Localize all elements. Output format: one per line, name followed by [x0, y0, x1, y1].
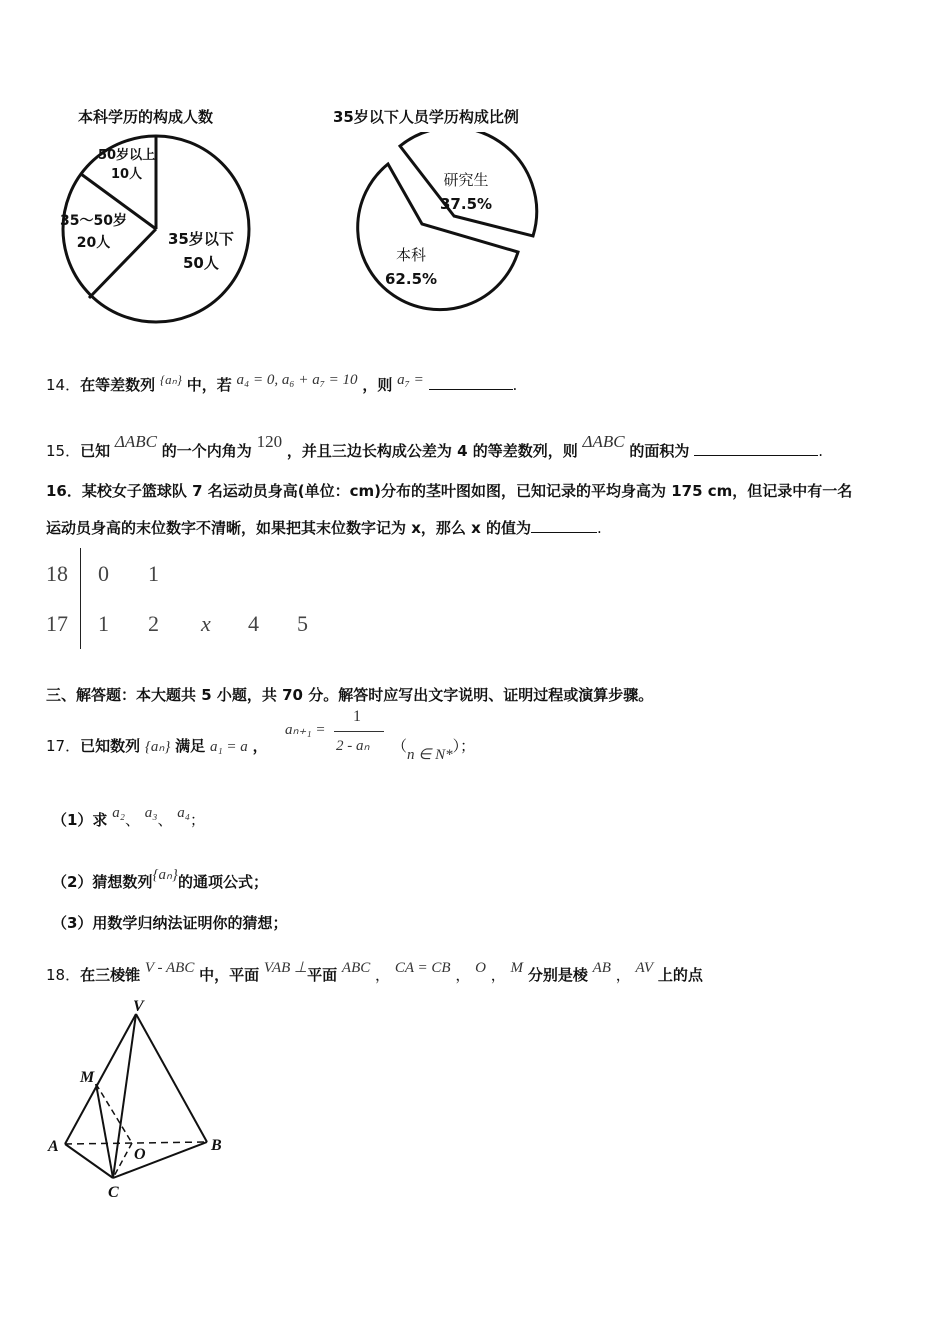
chart2-pie	[350, 132, 550, 327]
q16-line2: 运动员身高的末位数字不清晰，如果把其末位数字记为 x，那么 x 的值为	[46, 519, 532, 537]
q17-sep2: 、	[157, 811, 173, 829]
q18-text1: 在三棱锥	[80, 966, 141, 984]
chart1-label-35to50-count: 20人	[76, 235, 111, 251]
leaf-17-1: 2	[148, 611, 159, 636]
chart2-label-graduate-pct: 37.5%	[440, 195, 493, 213]
question-15	[46, 432, 823, 461]
leaf-17-x: x	[201, 611, 211, 636]
q14-text1: 在等差数列	[80, 376, 156, 394]
chart2-label-graduate	[440, 168, 492, 216]
q17-part2-label: （2）猜想数列	[52, 873, 153, 891]
q17-text3: ，	[252, 737, 268, 755]
q18-point-o: O	[475, 960, 486, 976]
q17-part1-label: （1）求	[52, 811, 108, 829]
q14-seq: {aₙ}	[159, 372, 182, 387]
chart2-label-graduate-name: 研究生	[443, 171, 489, 189]
q17-numerator: 1	[353, 708, 361, 725]
q14-text3: ，则	[362, 376, 393, 394]
label-v: V	[133, 998, 144, 1015]
q18-plane2: ABC	[341, 960, 371, 976]
q17-paren-close: ）；	[452, 737, 476, 755]
leaf-17-0: 1	[98, 611, 109, 636]
stem-divider	[80, 548, 81, 649]
chart2-title: 35岁以下人员学历构成比例	[333, 108, 519, 126]
q15-triangle2: ΔABC	[582, 432, 625, 451]
q17-paren-open: （	[392, 737, 408, 755]
q17-part2-end: 的通项公式；	[177, 873, 268, 891]
q17-part1-end: ；	[189, 811, 205, 829]
q14-end: .	[512, 376, 518, 394]
chart1-label-50plus-count: 10人	[111, 167, 143, 182]
q17-a3: a₃	[144, 805, 158, 821]
q18-text4: ，	[375, 966, 391, 984]
question-14	[46, 372, 517, 395]
q16-answer-blank	[531, 518, 597, 533]
q18-edge-av: AV	[635, 960, 654, 976]
q18-number: 18．	[46, 966, 81, 984]
question-17	[46, 735, 268, 756]
label-b: B	[211, 1137, 222, 1154]
leaf-18-1: 1	[148, 561, 159, 586]
q15-answer-blank	[694, 441, 818, 456]
q15-triangle1: ΔABC	[114, 432, 157, 451]
q18-text5: ，	[455, 966, 471, 984]
chart1-label-35to50	[60, 210, 127, 254]
q16-line1: 16．某校女子篮球队 7 名运动员身高(单位：cm)分布的茎叶图如图，已知记录的平均身高为 175 cm，但记录中有一名	[46, 482, 853, 500]
q17-lhs: aₙ₊₁ =	[285, 722, 326, 738]
chart1-label-50plus	[98, 146, 155, 184]
stem-18: 18	[46, 561, 68, 586]
label-a: A	[48, 1138, 59, 1155]
q15-angle: 120	[256, 432, 283, 451]
q16-end: .	[597, 519, 602, 537]
q18-pyramid: V - ABC	[144, 960, 195, 976]
q15-text3: ，并且三边长构成公差为 4 的等差数列，则	[286, 442, 578, 460]
q17-a4: a₄	[177, 805, 190, 821]
q15-end: .	[818, 442, 823, 460]
q14-condition: a₄ = 0, a₆ + a₇ = 10	[236, 372, 358, 388]
q15-number: 15．	[46, 442, 81, 460]
chart2-label-bachelor	[385, 243, 437, 291]
q17-part3: （3）用数学归纳法证明你的猜想；	[52, 914, 288, 932]
q17-part2-seq: {aₙ}	[152, 867, 178, 883]
q17-fraction-bar	[334, 731, 384, 732]
q14-ask: a₇ =	[397, 372, 424, 388]
chart2-label-bachelor-name: 本科	[396, 246, 427, 264]
q15-text2: 的一个内角为	[161, 442, 252, 460]
label-m: M	[80, 1069, 95, 1086]
q14-number: 14．	[46, 376, 81, 394]
q18-edge-ab: AB	[592, 960, 611, 976]
question-18	[46, 958, 703, 985]
q17-domain-wrap	[392, 735, 475, 764]
q15-text4: 的面积为	[629, 442, 690, 460]
q17-text2: 满足	[175, 737, 206, 755]
leaf-18-0: 0	[98, 561, 109, 586]
label-c: C	[108, 1184, 119, 1201]
q17-init: a₁ = a	[209, 739, 248, 755]
q18-text6: ，	[490, 966, 506, 984]
q16-line2-wrap	[46, 517, 602, 538]
q17-seq: {aₙ}	[144, 739, 171, 755]
chart1-label-35to50-name: 35～50岁	[60, 213, 127, 229]
q17-text1: 已知数列	[80, 737, 141, 755]
q18-plane1: VAB ⊥	[263, 960, 308, 976]
q17-denominator: 2 - aₙ	[336, 738, 370, 754]
q18-condition: CA = CB	[394, 960, 451, 976]
q18-text7: 分别是棱	[527, 966, 588, 984]
chart1-label-under35-count: 50人	[183, 254, 219, 272]
chart2-slice-bachelor	[358, 164, 518, 310]
q17-a2: a₂	[112, 805, 125, 821]
chart1-label-under35-name: 35岁以下	[168, 230, 234, 248]
q17-number: 17．	[46, 737, 81, 755]
label-o: O	[134, 1146, 146, 1163]
section3-heading: 三、解答题：本大题共 5 小题，共 70 分。解答时应写出文字说明、证明过程或演算步骤。	[46, 686, 654, 704]
leaf-17-3: 4	[248, 611, 259, 636]
q18-text2: 中，平面	[199, 966, 260, 984]
stem-17: 17	[46, 611, 68, 636]
leaf-17-4: 5	[297, 611, 308, 636]
q17-sep1: 、	[124, 811, 140, 829]
q15-text1: 已知	[80, 442, 111, 460]
q18-text3: 平面	[307, 966, 338, 984]
pyramid-figure	[40, 995, 240, 1205]
chart1-title: 本科学历的构成人数	[78, 108, 214, 126]
chart2-label-bachelor-pct: 62.5%	[385, 270, 438, 288]
q18-text9: 上的点	[657, 966, 703, 984]
q18-text8: ，	[615, 966, 631, 984]
q17-part2	[52, 865, 268, 892]
q17-part1	[52, 805, 205, 830]
chart1-label-under35	[168, 227, 234, 275]
q14-text2: 中，若	[186, 376, 232, 394]
chart1-label-50plus-name: 50岁以上	[98, 148, 156, 163]
q18-point-m: M	[510, 960, 524, 976]
q14-answer-blank	[429, 375, 513, 390]
q17-domain: n ∈ N*	[407, 747, 453, 763]
